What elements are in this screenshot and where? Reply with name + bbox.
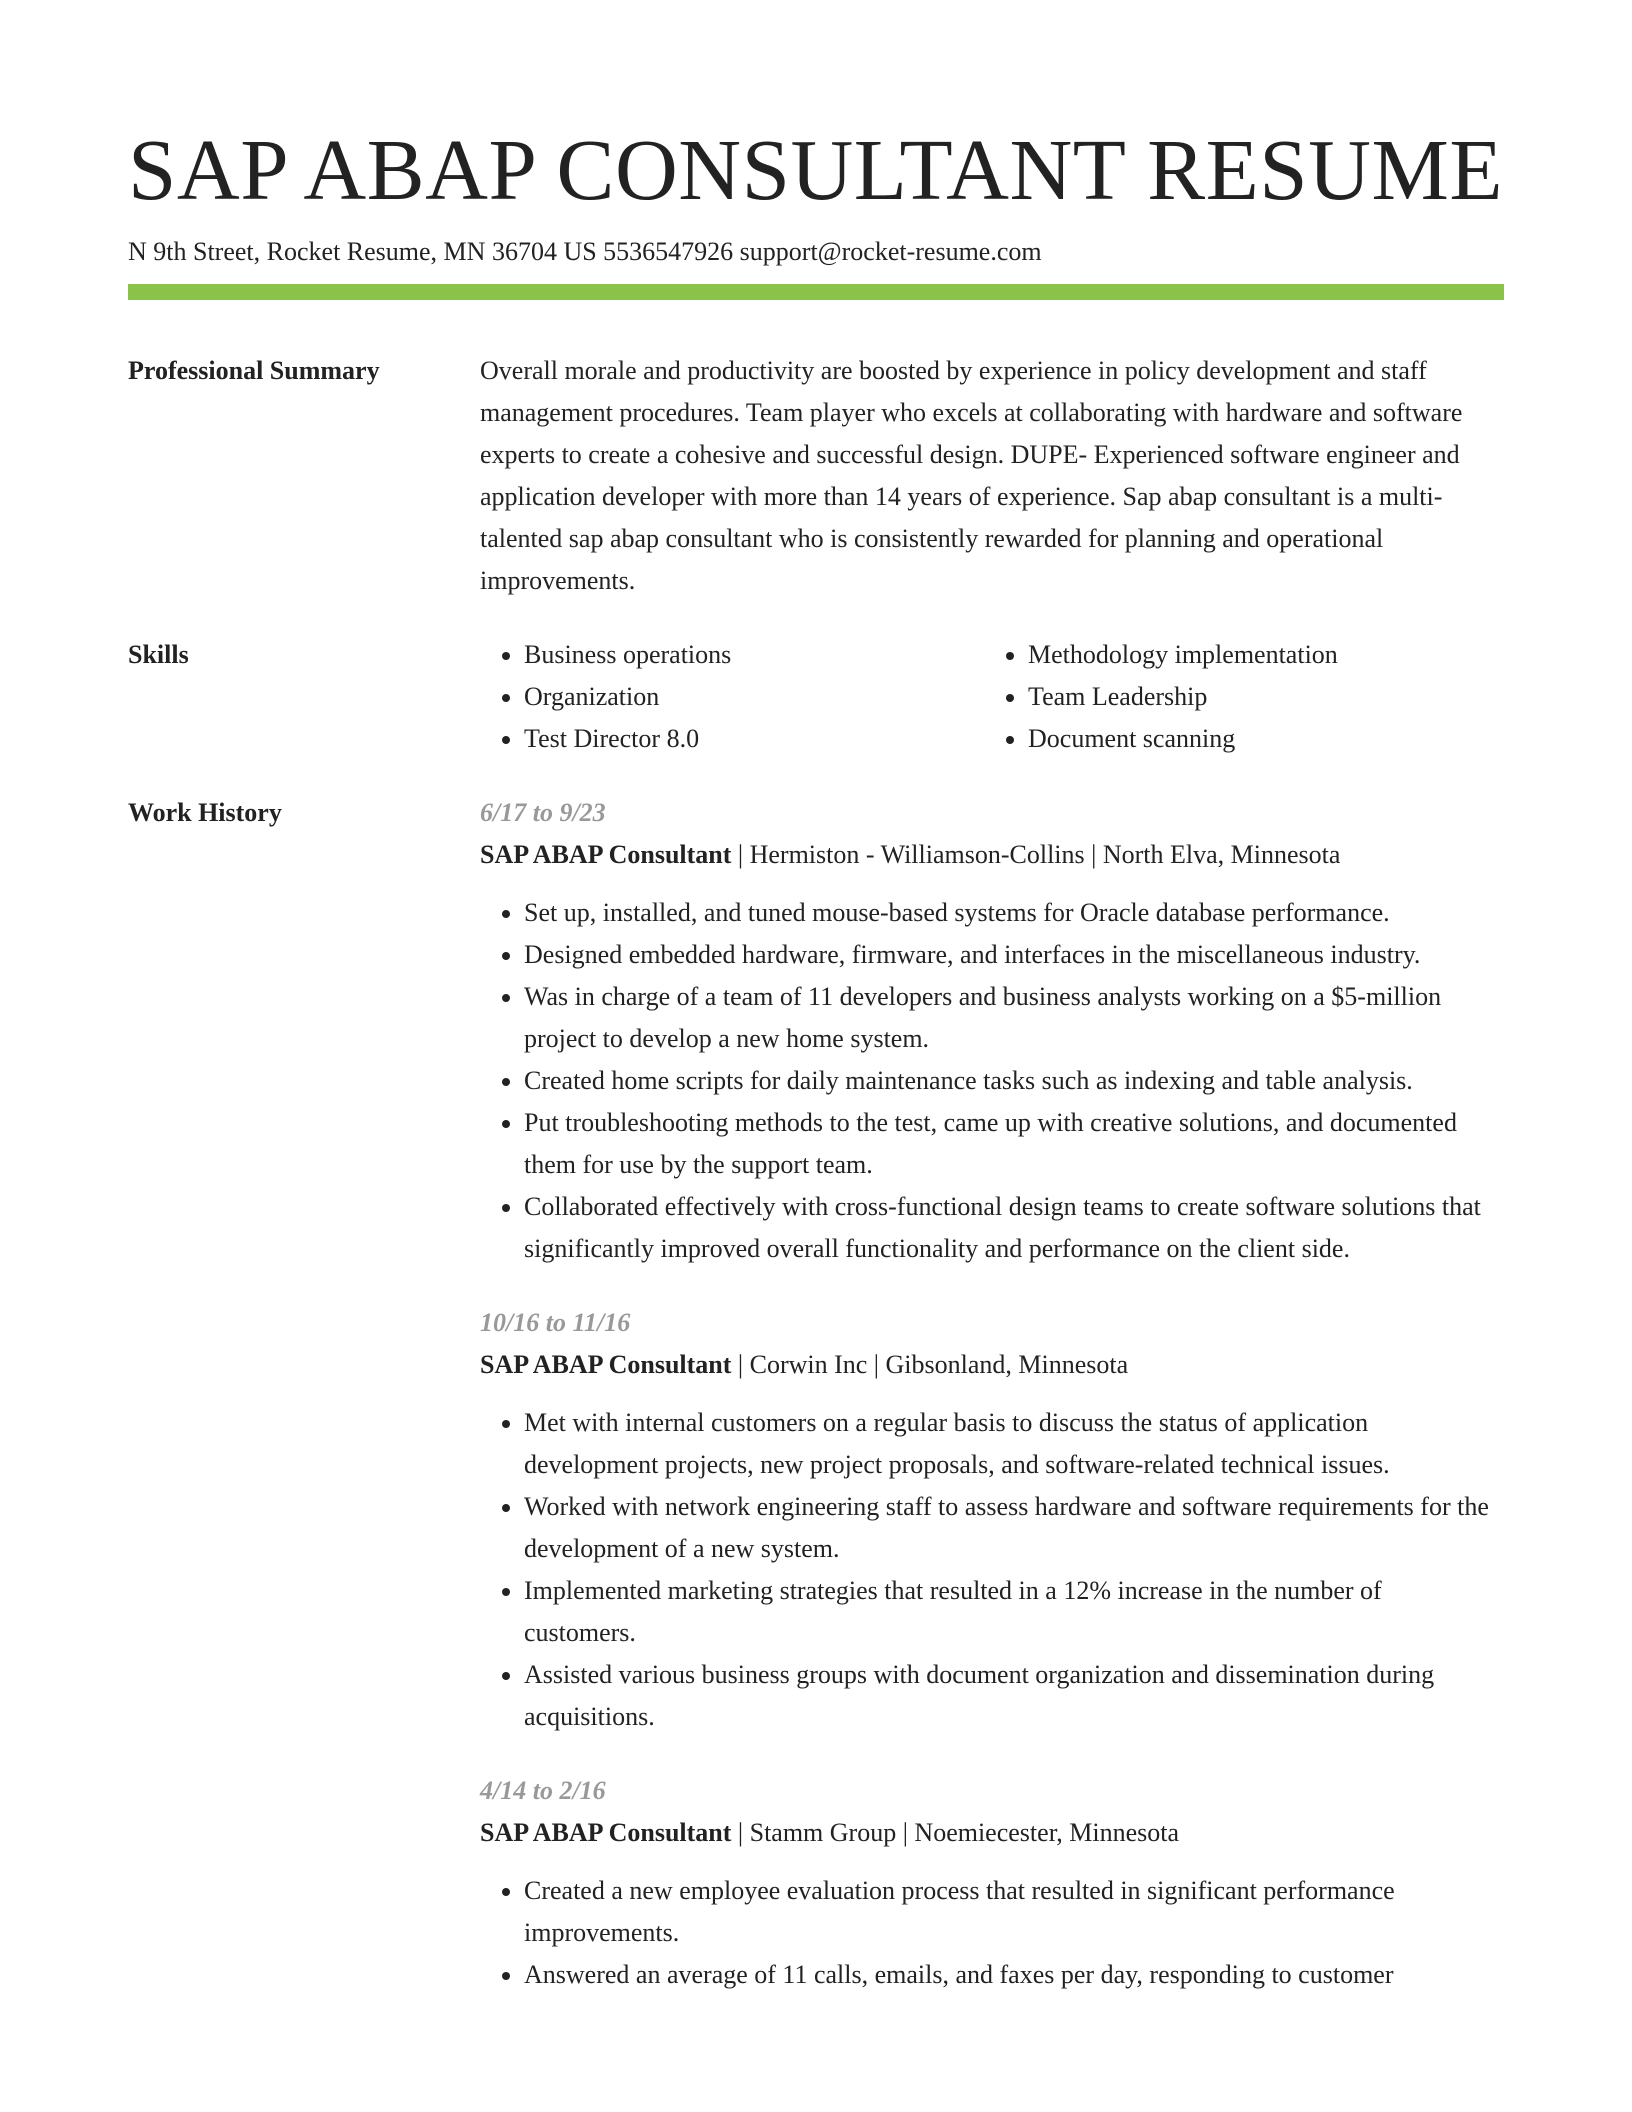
skills-column-right: [984, 634, 1488, 760]
skills-label: Skills: [128, 640, 189, 669]
job-bullet: • Was in charge of a team of 11 developers and business analysts working on a $5-million project to develop a new home system.: [524, 976, 1504, 1060]
job-employer-location: | Stamm Group | Noemiecester, Minnesota: [731, 1818, 1180, 1847]
job-dates: 10/16 to 11/16: [480, 1308, 631, 1337]
job-dates: 6/17 to 9/23: [480, 798, 606, 827]
job-employer-location: | Corwin Inc | Gibsonland, Minnesota: [731, 1350, 1129, 1379]
work-history-label: Work History: [128, 798, 282, 827]
job-heading: [480, 1344, 1504, 1386]
accent-divider: [128, 284, 1504, 300]
skill-item: • Test Director 8.0: [524, 718, 984, 760]
skill-item: • Business operations: [524, 634, 984, 676]
job-heading: [480, 1812, 1504, 1854]
job-title: SAP ABAP Consultant: [480, 840, 732, 869]
page-title: SAP ABAP CONSULTANT RESUME: [128, 121, 1504, 218]
job-bullet: • Put troubleshooting methods to the test, came up with creative solutions, and documented them for use by the support team.: [524, 1102, 1504, 1186]
skill-item: • Methodology implementation: [1028, 634, 1488, 676]
skill-item: • Organization: [524, 676, 984, 718]
job-bullet: • Created home scripts for daily maintenance tasks such as indexing and table analysis.: [524, 1060, 1504, 1102]
job-bullet: • Answered an average of 11 calls, emails, and faxes per day, responding to customer: [524, 1954, 1504, 1996]
job-heading: [480, 834, 1504, 876]
job-bullet: • Designed embedded hardware, firmware, and interfaces in the miscellaneous industry.: [524, 934, 1504, 976]
skill-item: • Team Leadership: [1028, 676, 1488, 718]
skills-section: [128, 634, 1504, 760]
skills-column-left: [480, 634, 984, 760]
resume-page: [128, 0, 1504, 2028]
summary-section: [128, 350, 1504, 602]
job-bullet: • Worked with network engineering staff to assess hardware and software requirements for the development of a new system.: [524, 1486, 1504, 1570]
job-bullet: • Implemented marketing strategies that resulted in a 12% increase in the number of customers.: [524, 1570, 1504, 1654]
summary-label: Professional Summary: [128, 356, 380, 385]
job-dates: 4/14 to 2/16: [480, 1776, 606, 1805]
job-entry: [480, 1302, 1504, 1738]
summary-text: Overall morale and productivity are boosted by experience in policy development and staff management procedures. Team player who excels at collaborating with hardware and software experts to create a cohesive and successful design. DUPE- Experienced software engineer and application developer with more than 14 years of experience. Sap abap consultant is a multi-talented sap abap consultant who is consistently rewarded for planning and operational improvements.: [480, 356, 1463, 595]
job-bullet: • Set up, installed, and tuned mouse-based systems for Oracle database performance.: [524, 892, 1504, 934]
job-employer-location: | Hermiston - Williamson-Collins | North Elva, Minnesota: [731, 840, 1341, 869]
job-entry: [480, 1770, 1504, 1996]
job-title: SAP ABAP Consultant: [480, 1818, 732, 1847]
job-bullet: • Collaborated effectively with cross-functional design teams to create software solutions that significantly improved overall functionality and performance on the client side.: [524, 1186, 1504, 1270]
job-entry: [480, 792, 1504, 1270]
skill-item: • Document scanning: [1028, 718, 1488, 760]
job-bullet: • Created a new employee evaluation process that resulted in significant performance improvements.: [524, 1870, 1504, 1954]
job-bullet: • Assisted various business groups with document organization and dissemination during acquisitions.: [524, 1654, 1504, 1738]
job-title: SAP ABAP Consultant: [480, 1350, 732, 1379]
job-bullet: • Met with internal customers on a regular basis to discuss the status of application development projects, new project proposals, and software-related technical issues.: [524, 1402, 1504, 1486]
contact-line: N 9th Street, Rocket Resume, MN 36704 US 5536547926 support@rocket-resume.com: [128, 237, 1042, 266]
work-history-section: [128, 792, 1504, 2028]
